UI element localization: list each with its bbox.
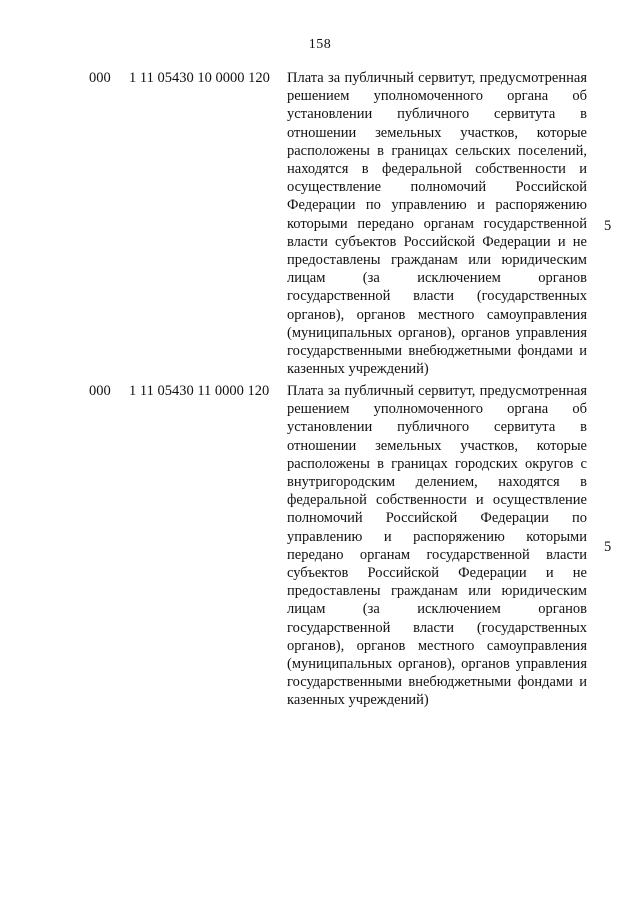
- admin-code: 000: [89, 383, 111, 399]
- kbk-code: 1 11 05430 11 0000 120: [129, 383, 270, 399]
- kbk-code: 1 11 05430 10 0000 120: [129, 70, 270, 86]
- revenue-description: Плата за публичный сервитут, предусмотренная решением уполномоченного органа об установлении публичного сервитута в отношении земельных участков, которые расположены в границах городских округов с внутригородским делением, находятся в федеральной собственности и осуществление полномочий Российской Федерации по управлению и распоряжению которыми передано органам государственной власти субъектов Российской Федерации и не предоставлены гражданам или юридическим лицам (за исключением органов государственной власти (государственных органов), органов местного самоуправления (муниципальных органов), органов управления государственными внебюджетными фондами и казенных учреждений): [287, 383, 587, 709]
- revenue-description: Плата за публичный сервитут, предусмотренная решением уполномоченного органа об установлении публичного сервитута в отношении земельных участков, которые расположены в границах сельских поселений, находятся в федеральной собственности и осуществление полномочий Российской Федерации по управлению и распоряжению которыми передано органам государственной власти субъектов Российской Федерации и не предоставлены гражданам или юридическим лицам (за исключением органов государственной власти (государственных органов), органов местного самоуправления (муниципальных органов), органов управления государственными внебюджетными фондами и казенных учреждений): [287, 70, 587, 378]
- distribution-rate: 5: [604, 218, 612, 234]
- page-number: 158: [308, 37, 332, 52]
- admin-code: 000: [89, 70, 111, 86]
- distribution-rate: 5: [604, 539, 612, 555]
